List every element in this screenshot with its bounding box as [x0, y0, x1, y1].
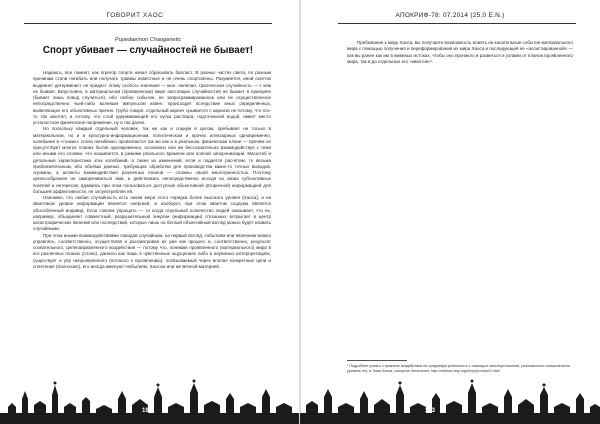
city-skyline-illustration	[300, 369, 600, 424]
paragraph: Напомню, что любая случайность есть некая мера этого порядка более высокого уровня (Хаоса), а на квантовом уровне информации является энергией, и наоборот, при этом квантом социума является обособленный индивид. Если совсем упрощать — то когда отдельный количество людей оказывает, что их, например, объединяет совместный, разрушительный энергии (информации) сплошных вспрыгает в центр катастрофических явлений или последствий, которые лишь на беглый объективный взгляд можно будет назвать случайными.	[33, 195, 271, 232]
footnote: ¹ Подробнее узнать о практике воздействия на средневую реальность с помощью хаосопустошения, резонансного осмысленного уровень его, в Тома Хаоса, смотрите бесплатно: http://onlinsw-dsp.org/shop/product/2.html	[347, 364, 571, 373]
paragraph: Но поскольку каждый отдельный человек, так же как и социум в целом, пребывает не только в материальном, но и в культурно-информационном, политическом и прочих иллюзорных одновременно, колебания в «тонких» слоях неизбежно проявляются так же как и в реальном, физическом плане — причём он присутствует многих планах бытия одновременно, осознанно или же бессознательно взаимодействуя с теми или иными его слоями, что называется, в режиме реального времени или полной синхронизации. Масштаб и детальные характеристики этих колебаний, а также их изменений, если и подается расчётам, то весьма приблизительным, ибо объёмы данных, требующих обработки для производства каких-то точных выводов, огромны, а аспекты взаимодействия различных планов — сложны своей многогранностью. Поэтому целесообразнее не заморачиваться ими, а действовать непосредственно исходя из своих субъективных понятий и интересов, вдаваясь при этом пользоваться доступной объективной (вторичной) информацией для большей эффективности, не злоупотребляя ей.	[33, 126, 271, 194]
article-title: Спорт убивает — случайностей не бывает!	[42, 45, 254, 56]
article-body	[347, 40, 573, 65]
paragraph: При этом иными взаимодействиями поводов случайным, на первый взгляд, событиям или явлениям можно управлять, соответственно, осуществляя и рассматривая их уже как процесс и, соответственно, результат сознательного, целенаправленного воздействия — потому что, понимая проявленного (материального) мира в его различных планах (слоях), данного как лишь в чувственных ощущениях либо в неуемных интерпретациях, существует и упр непроявленного (потокого к проявлению), освязываемый через вполне конкретные цели и сплетения (Хаогнозис), его иногда именуют Небытием, Хаосом или же Вечной материей.	[33, 232, 271, 269]
page-number: 193	[424, 408, 435, 414]
footnote-rule	[347, 360, 407, 361]
page-number: 192	[141, 408, 152, 414]
header-rule	[24, 23, 272, 24]
paragraph: Надеюсь, все помнят, как пгрегор спорта начал сбрасывать балласт. В разных частях света, по разным причинам стали погибать или получать травмы известные и не очень спортсмены. Разумеется, иной скептик выдвинет детерминист не придаст этому особого значения — мол, нелепая, трагическая случайность — с кем не бывает. Безусловно, в материальном (проявленном) мире настоящих случайностей не бывает в принципе (бывает лишь повод случиться), ибо любое событие, не запрограммированное или не осуществленное непосредственно чьей-либо волевым импульсом извне, происходит вследствие иных определённых, выявляющих его объективных причин. Грубо говоря, отдельный кирпич срывается с карниза не потому, что кто-то так захотел, а потому, что слой удерживающей его куска раствора, подточенной водой, имеет место усталостное физическое напряжение, ну и так далее.	[33, 70, 271, 125]
article-body	[33, 70, 271, 270]
right-page	[300, 0, 600, 424]
city-skyline-illustration	[0, 369, 300, 424]
running-head: ГОВОРИТ ХАОС	[106, 12, 164, 19]
running-head: АПОКРИФ-78: 07.2014 (25,0 E.N.)	[395, 12, 505, 19]
header-rule	[338, 23, 576, 24]
article-author: Pupedaemon Chaogenetic	[114, 37, 182, 43]
paragraph: Пребывание к миру Хаоса, вы получаете возможность влиять на касательные события материального мира с помощью получения и переформирования их мира Хаоса и последующей ее «ассистированной» — как вы ранее как им в живевых истоках, чтобы оно проникло и развиться и узлами от планов проявленного мира, так и до отдельных его «квантов»¹.	[347, 40, 573, 64]
